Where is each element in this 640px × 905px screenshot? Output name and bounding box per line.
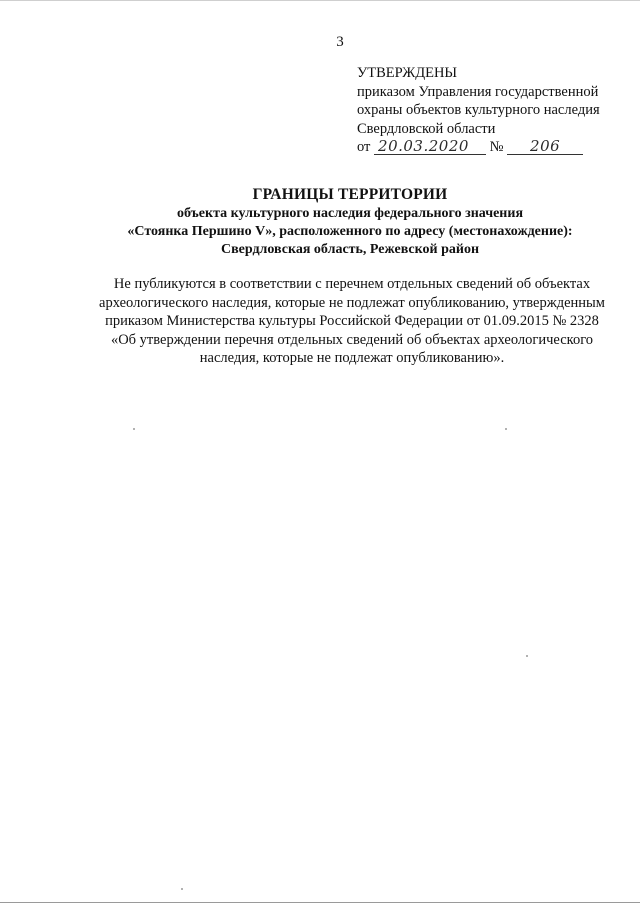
approval-line-2: охраны объектов культурного наследия: [357, 102, 600, 118]
scan-speck: [133, 428, 135, 430]
title-line-1: объекта культурного наследия федерального значения: [176, 206, 524, 221]
body-paragraph: [82, 275, 622, 368]
approval-line-3: Свердловской области: [357, 120, 496, 137]
approval-heading: УТВЕРЖДЕНЫ: [357, 65, 458, 81]
scan-top-edge: [0, 0, 640, 1]
handwritten-order-number: 206: [507, 138, 583, 155]
scan-bottom-edge: [0, 902, 640, 903]
handwritten-date: 20.03.2020: [374, 138, 486, 155]
date-prefix: от: [357, 139, 371, 155]
body-line-2: археологического наследия, которые не подлежат опубликованию, утвержденным: [99, 294, 605, 311]
document-title-block: [90, 185, 610, 259]
body-line-3: приказом Министерства культуры Российской Федерации от 01.09.2015 № 2328: [105, 313, 599, 329]
scan-speck: [181, 888, 183, 890]
approval-line-1: приказом Управления государственной: [357, 83, 599, 100]
body-line-4: «Об утверждении перечня отдельных сведений об объектах археологического: [110, 331, 594, 348]
approval-date-number-row: [357, 138, 637, 157]
scan-speck: [505, 428, 507, 430]
body-line-5: наследия, которые не подлежат опубликованию».: [199, 350, 505, 366]
approval-stamp-block: [357, 64, 637, 157]
title-line-2: «Стоянка Першино V», расположенного по адресу (местонахождение):: [127, 224, 573, 239]
page-number: 3: [336, 34, 344, 50]
title-line-3: Свердловская область, Режевской район: [220, 242, 480, 257]
document-title: ГРАНИЦЫ ТЕРРИТОРИИ: [252, 186, 448, 203]
number-sign: №: [489, 139, 504, 155]
body-line-1: Не публикуются в соответствии с перечнем отдельных сведений об объектах: [113, 276, 591, 292]
scan-speck: [526, 655, 528, 657]
